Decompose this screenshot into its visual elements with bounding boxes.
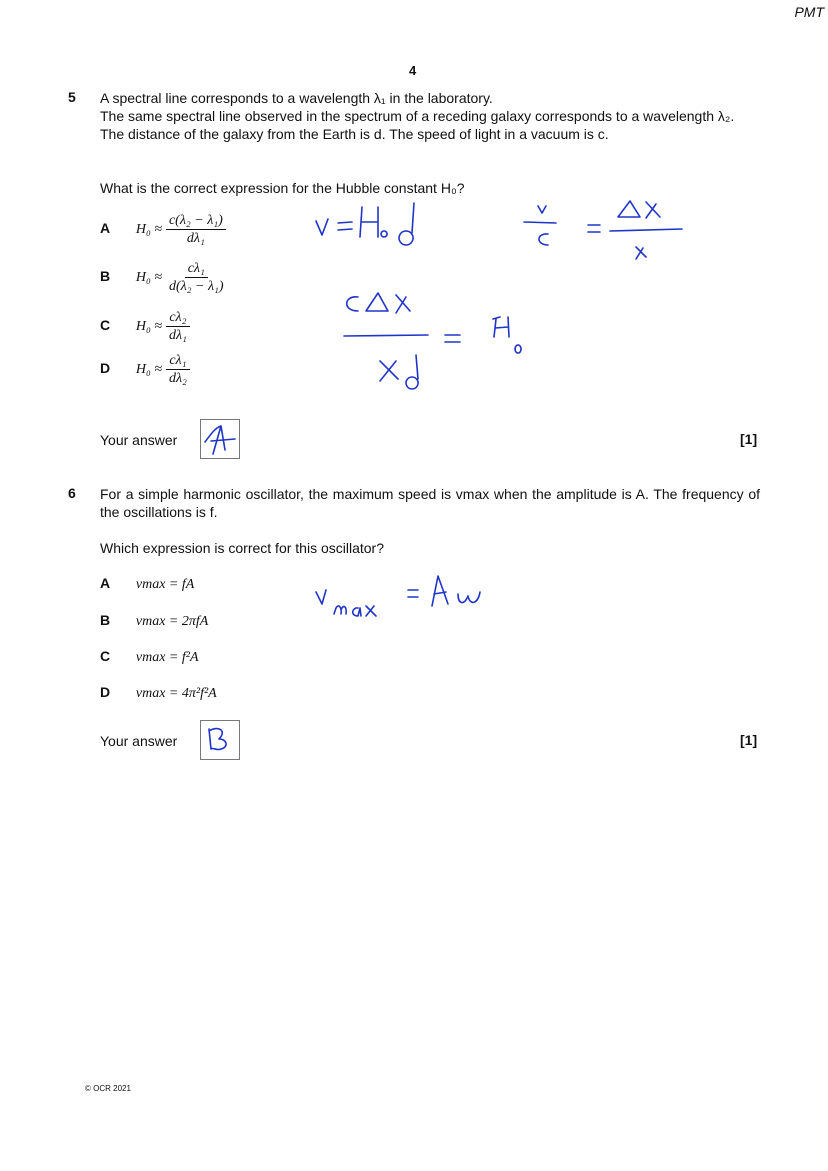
q5-option-d[interactable] bbox=[100, 352, 190, 387]
hw-eq-v-over-c bbox=[524, 201, 682, 259]
q6-option-b-expr: vmax = 2πfA bbox=[135, 614, 209, 629]
q5-option-a-letter: A bbox=[100, 220, 111, 237]
q6-option-c-letter: C bbox=[100, 648, 111, 664]
q5-option-a-fraction bbox=[166, 212, 226, 247]
q6-answer-label: Your answer bbox=[100, 733, 178, 749]
q5-option-d-lhs: H₀ ≈ bbox=[135, 362, 163, 378]
question-5-line3: The distance of the galaxy from the Earth is d. The speed of light in a vacuum is c. bbox=[100, 126, 609, 142]
q5-option-a[interactable] bbox=[100, 212, 226, 247]
q5-marks: [1] bbox=[740, 431, 758, 447]
q5-option-b-lhs: H₀ ≈ bbox=[135, 270, 163, 286]
q5-answer-box[interactable] bbox=[200, 419, 240, 459]
q5-option-a-numerator: c(λ₂ − λ₁) bbox=[166, 212, 226, 230]
question-5-prompt: What is the correct expression for the Hubble constant H₀? bbox=[100, 180, 465, 196]
pmt-watermark: PMT bbox=[794, 4, 824, 20]
q6-option-a-letter: A bbox=[100, 575, 111, 591]
q6-option-b[interactable] bbox=[100, 612, 208, 630]
q5-option-d-numerator: cλ₁ bbox=[166, 352, 189, 370]
q6-option-a[interactable] bbox=[100, 575, 194, 593]
q6-handwritten-working bbox=[310, 570, 510, 630]
q5-option-b-numerator: cλ₁ bbox=[185, 260, 208, 278]
copyright-footer: © OCR 2021 bbox=[85, 1084, 131, 1093]
q5-option-c-letter: C bbox=[100, 317, 111, 334]
q5-handwritten-answer bbox=[201, 420, 239, 458]
question-5-line1: A spectral line corresponds to a wavelength λ₁ in the laboratory. bbox=[100, 90, 493, 106]
q6-option-b-letter: B bbox=[100, 612, 111, 628]
q6-option-d-expr: vmax = 4π²f²A bbox=[135, 686, 217, 701]
q5-answer-label: Your answer bbox=[100, 432, 178, 448]
q6-option-c-expr: vmax = f²A bbox=[135, 650, 199, 665]
q5-option-b-denominator: d(λ₂ − λ₁) bbox=[168, 279, 224, 294]
q5-option-a-denominator: dλ₁ bbox=[186, 231, 205, 246]
question-5-number: 5 bbox=[68, 89, 76, 105]
q6-option-d[interactable] bbox=[100, 684, 217, 702]
q5-option-a-lhs: H₀ ≈ bbox=[135, 222, 163, 238]
q6-option-d-letter: D bbox=[100, 684, 111, 700]
q5-option-b-fraction bbox=[166, 260, 227, 295]
question-5-line2: The same spectral line observed in the spectrum of a receding galaxy corresponds to a wavelength λ₂. bbox=[100, 108, 735, 124]
q5-option-c-numerator: cλ₂ bbox=[166, 309, 189, 327]
hw-eq-v-equals-h0d bbox=[316, 203, 414, 245]
question-5-text bbox=[100, 89, 760, 143]
q6-answer-box[interactable] bbox=[200, 720, 240, 760]
q5-option-c-lhs: H₀ ≈ bbox=[135, 319, 163, 335]
q5-option-c-denominator: dλ₁ bbox=[168, 328, 187, 343]
q5-option-c[interactable] bbox=[100, 309, 190, 344]
q5-option-b[interactable] bbox=[100, 260, 227, 295]
question-6-prompt: Which expression is correct for this oscillator? bbox=[100, 540, 384, 556]
q5-option-c-fraction bbox=[166, 309, 190, 344]
q5-handwritten-working bbox=[300, 195, 700, 395]
q5-option-b-letter: B bbox=[100, 268, 111, 285]
q6-option-a-expr: vmax = fA bbox=[135, 577, 195, 592]
question-6-number: 6 bbox=[68, 485, 76, 501]
q5-option-d-fraction bbox=[166, 352, 190, 387]
question-6-text: For a simple harmonic oscillator, the maximum speed is vmax when the amplitude is A. The frequency of the oscillations is f. bbox=[100, 486, 760, 520]
q6-option-c[interactable] bbox=[100, 648, 199, 666]
q5-option-d-denominator: dλ₂ bbox=[168, 371, 187, 386]
q6-handwritten-answer bbox=[201, 721, 239, 759]
q5-option-d-letter: D bbox=[100, 360, 111, 377]
page-number: 4 bbox=[409, 63, 417, 78]
hw-eq-c-delta-lambda bbox=[344, 293, 521, 389]
q6-marks: [1] bbox=[740, 732, 758, 748]
